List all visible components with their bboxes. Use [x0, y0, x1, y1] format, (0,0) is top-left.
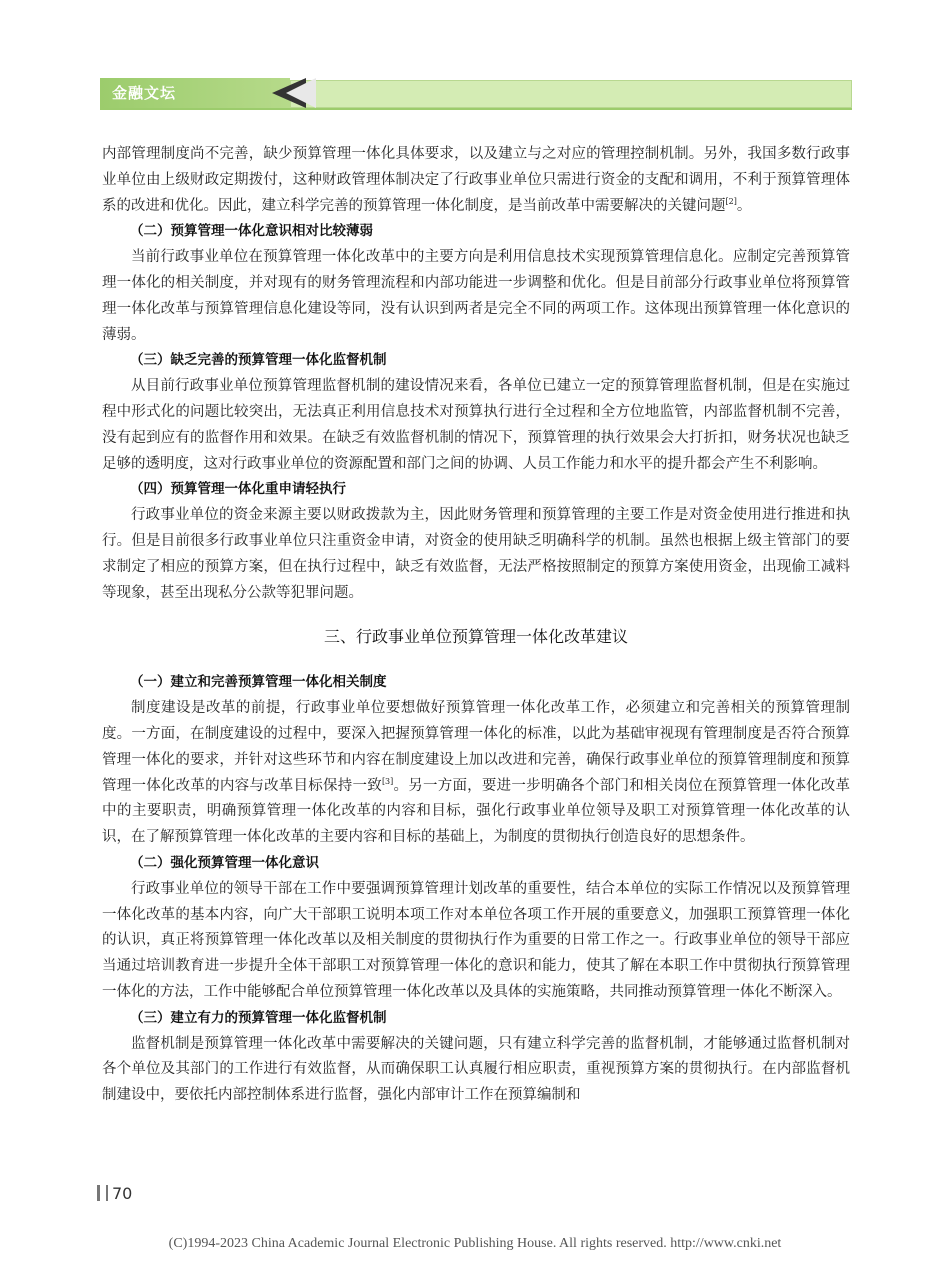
subsection-heading: （三）建立有力的预算管理一体化监督机制 [130, 1009, 387, 1026]
subsection-heading: （二）强化预算管理一体化意识 [130, 854, 319, 871]
subsection-heading: （一）建立和完善预算管理一体化相关制度 [130, 674, 387, 691]
reference-mark[interactable]: [3] [381, 776, 394, 786]
paragraph: 监督机制是预算管理一体化改革中需要解决的关键问题，只有建立科学完善的监督机制，才能够通过监督机制对各个单位及其部门的工作进行有效监督，从而确保职工认真履行相应职责，重视预算方案的贯彻执行。在内部监督机制建设中，要依托内部控制体系进行监督，强化内部审计工作在预算编制和 [102, 1035, 850, 1104]
section-label: 金融文坛 [112, 84, 177, 102]
subsection-heading: （三）缺乏完善的预算管理一体化监督机制 [130, 352, 387, 369]
copyright-footer: (C)1994-2023 China Academic Journal Electronic Publishing House. All rights reserved. http://www.cnki.net [168, 1236, 782, 1251]
reference-mark[interactable]: [2] [725, 196, 737, 206]
header-label-box [100, 78, 290, 108]
paragraph: 当前行政事业单位在预算管理一体化改革中的主要方向是利用信息技术实现预算管理信息化。应制定完善预算管理一体化的相关制度，并对现有的财务管理流程和内部功能进一步调整和优化。但是目前部分行政事业单位将预算管理一体化改革与预算管理信息化建设等同，没有认识到两者是完全不同的两项工作。这体现出预算管理一体化意识的薄弱。 [102, 249, 850, 343]
subsection-heading: （二）预算管理一体化意识相对比较薄弱 [130, 223, 373, 240]
paragraph: 行政事业单位的领导干部在工作中要强调预算管理计划改革的重要性，结合本单位的实际工作情况以及预算管理一体化改革的基本内容，向广大干部职工说明本项工作对本单位各项工作开展的重要意义，加强职工预算管理一体化的认识，真正将预算管理一体化改革以及相关制度的贯彻执行作为重要的日常工作之一。行政事业单位的领导干部应当通过培训教育进一步提升全体干部职工对预算管理一体化的意识和能力，使其了解在本职工作中贯彻执行预算管理一体化的方法，工作中能够配合单位预算管理一体化改革以及具体的实施策略，共同推动预算管理一体化不断深入。 [102, 880, 850, 1000]
section-header [100, 78, 852, 108]
header-underline [100, 108, 852, 110]
paragraph: 制度建设是改革的前提，行政事业单位要想做好预算管理一体化改革工作，必须建立和完善相关的预算管理制度。一方面，在制度建设的过程中，要深入把握预算管理一体化的标准，以此为基础审视现有管理制度是否符合预算管理一体化的要求，并针对这些环节和内容在制度建设上加以改进和完善，确保行政事业单位的预算管理制度和预算管理一体化改革的内容与改革目标保持一致[3]。另一方面，要进一步明确各个部门和相关岗位在预算管理一体化改革中的主要职责，明确预算管理一体化改革的内容和目标，强化行政事业单位领导及职工对预算管理一体化改革的认识，在了解预算管理一体化改革的主要内容和目标的基础上，为制度的贯彻执行创造良好的思想条件。 [102, 700, 851, 846]
subsection-heading: （四）预算管理一体化重申请轻执行 [130, 481, 346, 498]
section-title: 三、行政事业单位预算管理一体化改革建议 [323, 627, 628, 647]
header-chevron-light [286, 78, 316, 108]
page-number: 70 [97, 1184, 132, 1203]
page-number-bars-icon [97, 1185, 108, 1201]
header-band [290, 80, 852, 108]
article-body [102, 142, 850, 1109]
paragraph: 内部管理制度尚不完善，缺少预算管理一体化具体要求，以及建立与之对应的管理控制机制。另外，我国多数行政事业单位由上级财政定期拨付，这种财政管理体制决定了行政事业单位只需进行资金的支配和调用，不利于预算管理体系的改进和优化。因此，建立科学完善的预算管理一体化制度，是当前改革中需要解决的关键问题[2]。 [102, 146, 850, 214]
paragraph: 从目前行政事业单位预算管理监督机制的建设情况来看，各单位已建立一定的预算管理监督机制，但是在实施过程中形式化的问题比较突出，无法真正利用信息技术对预算执行进行全过程和全方位地监管，内部监督机制不完善，没有起到应有的监督作用和效果。在缺乏有效监督机制的情况下，预算管理的执行效果会大打折扣，财务状况也缺乏足够的透明度，这对行政事业单位的资源配置和部门之间的协调、人员工作能力和水平的提升都会产生不利影响。 [102, 378, 850, 472]
paragraph: 行政事业单位的资金来源主要以财政拨款为主，因此财务管理和预算管理的主要工作是对资金使用进行推进和执行。但是目前很多行政事业单位只注重资金申请，对资金的使用缺乏明确科学的机制。虽然也根据上级主管部门的要求制定了相应的预算方案，但在执行过程中，缺乏有效监督，无法严格按照制定的预算方案使用资金，出现偷工减料等现象，甚至出现私分公款等犯罪问题。 [102, 507, 850, 601]
